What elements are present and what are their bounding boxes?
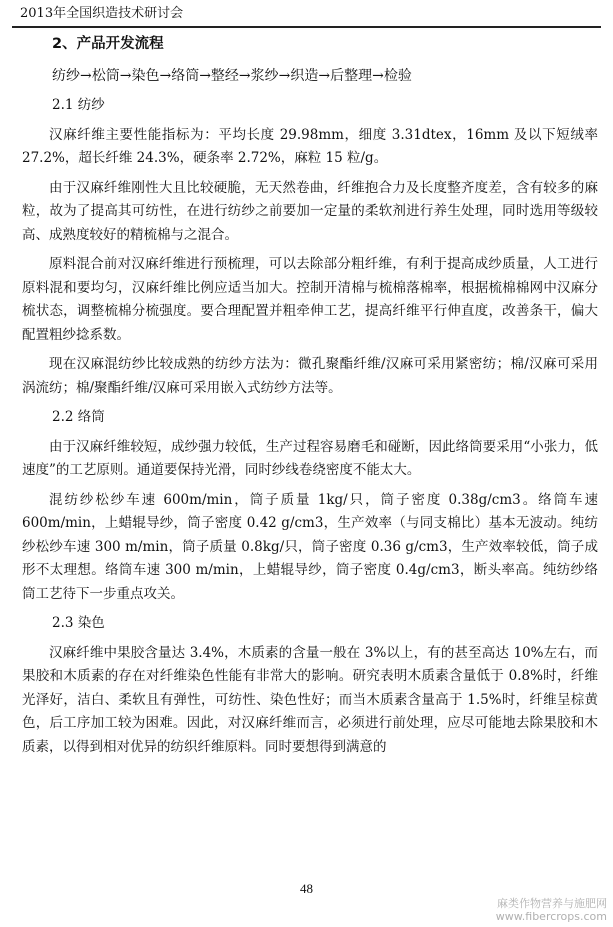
- paragraph: 汉麻纤维中果胶含量达 3.4%，木质素的含量一般在 3%以上，有的甚至高达 10%左右，而果胶和木质素的存在对纤维染色性能有非常大的影响。研究表明木质素含量低于 0.8%时，纤维光泽好，洁白、柔软且有弹性，可纺性、染色性好；而当木质素含量高于 1.5%时，纤维呈棕黄色，后工序加工较为困难。因此，对汉麻纤维而言，必须进行前处理，应尽可能地去除果胶和木质素，以得到相对优异的纺织纤维原料。同时要想得到满意的: [22, 644, 598, 755]
- section-heading: 2、产品开发流程: [52, 36, 164, 52]
- process-flow: 纺纱→松筒→染色→络筒→整经→浆纱→织造→后整理→检验: [52, 67, 412, 84]
- paragraph: 由于汉麻纤维刚性大且比较硬脆，无天然卷曲，纤维抱合力及长度整齐度差，含有较多的麻粒，故为了提高其可纺性，在进行纺纱之前要加一定量的柔软剂进行养生处理，同时选用等级较高、成熟度较好的精梳棉与之混合。: [22, 179, 598, 243]
- page-number: 48: [300, 881, 313, 896]
- paragraph: 混纺纱松纱车速 600m/min，筒子质量 1kg/只，筒子密度 0.38g/cm3。络筒车速 600m/min，上蜡辊导纱，筒子密度 0.42 g/cm3，生产效率（与同支棉比）基本无波动。纯纺纱松纱车速 300 m/min，筒子质量 0.8kg/只，筒子密度 0.36 g/cm3，生产效率较低，筒子成形不太理想。络筒车速 300 m/min，上蜡辊导纱，筒子密度 0.4g/cm3，断头率高。纯纺纱络筒工艺待下一步重点攻关。: [22, 491, 598, 602]
- header-title: 2013年全国织造技术研讨会: [20, 6, 184, 21]
- paragraph: 由于汉麻纤维较短，成纱强力较低，生产过程容易磨毛和碰断，因此络筒要采用“小张力，低速度”的工艺原则。通道要保持光滑，同时纱线卷绕密度不能太大。: [22, 438, 598, 478]
- paragraph: 现在汉麻混纺纱比较成熟的纺纱方法为：微孔聚酯纤维/汉麻可采用紧密纺；棉/汉麻可采用涡流纺；棉/聚酯纤维/汉麻可采用嵌入式纺纱方法等。: [22, 356, 598, 396]
- watermark: [496, 897, 607, 923]
- watermark-url: www.fibercrops.com: [495, 910, 607, 923]
- watermark-line: 麻类作物营养与施肥网: [497, 897, 607, 910]
- subsection-heading-winding: 2.2 络筒: [52, 409, 105, 425]
- subsection-heading-dyeing: 2.3 染色: [52, 615, 105, 631]
- subsection-heading-spinning: 2.1 纺纱: [52, 97, 105, 113]
- paragraph: 汉麻纤维主要性能指标为：平均长度 29.98mm，细度 3.31dtex，16mm 及以下短绒率 27.2%，超长纤维 24.3%，硬条率 2.72%，麻粒 15 粒/g。: [22, 126, 598, 166]
- running-header: [12, 4, 601, 28]
- body-content: [22, 30, 598, 765]
- paragraph: 原料混合前对汉麻纤维进行预梳理，可以去除部分粗纤维，有利于提高成纱质量，人工进行原料混和要均匀，汉麻纤维比例应适当加大。控制开清棉与梳棉落棉率，根据梳棉棉网中汉麻分梳状态，调整梳棉分梳强度。要合理配置并粗牵伸工艺，提高纤维平行伸直度，改善条干，偏大配置粗纱捻系数。: [22, 256, 598, 343]
